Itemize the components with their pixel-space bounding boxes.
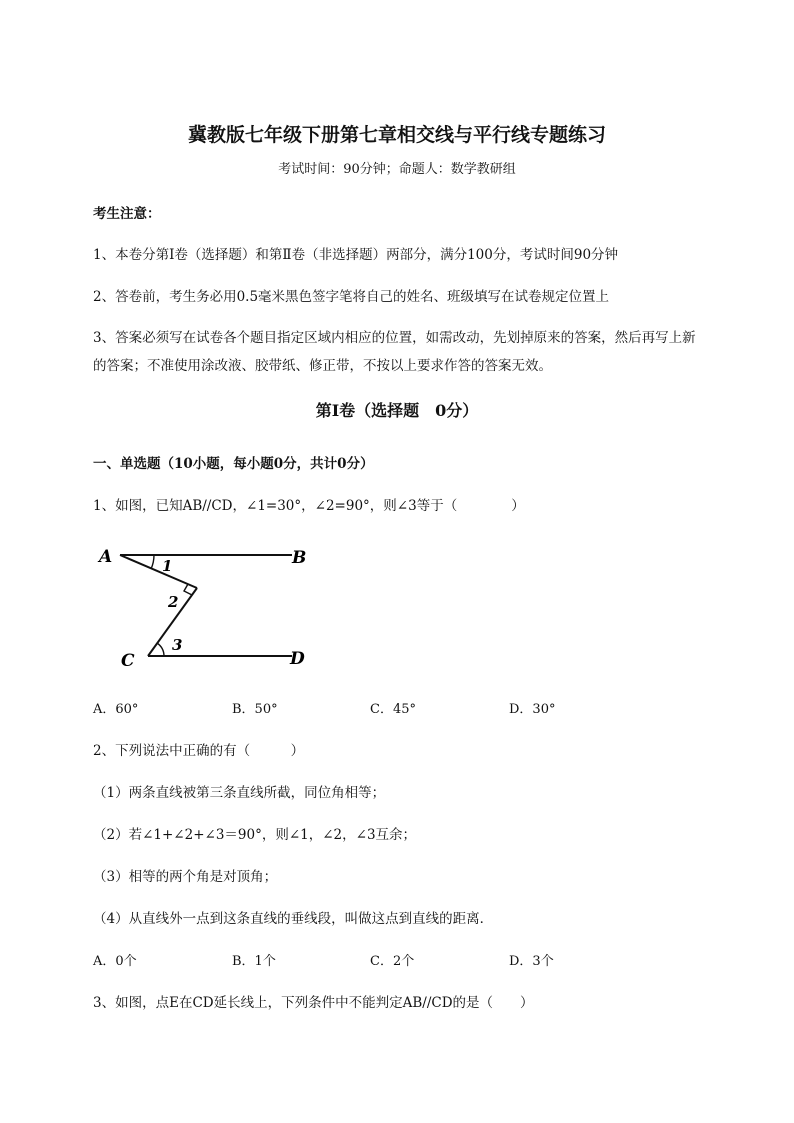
line-ae (120, 555, 197, 588)
angle-1-arc (151, 555, 154, 569)
label-angle-1: 1 (162, 557, 173, 575)
question-2-option-d[interactable]: D．3个 (509, 954, 554, 969)
question-1-figure (96, 538, 326, 673)
question-2-statement-1: （1）两条直线被第三条直线所截，同位角相等； (93, 785, 386, 801)
question-2-stem: 2、下列说法中正确的有（ ） (93, 743, 305, 759)
question-2-option-b[interactable]: B．1个 (232, 954, 276, 969)
question-2-option-c[interactable]: C．2个 (370, 954, 415, 969)
label-angle-2: 2 (168, 593, 179, 611)
notice-item-1: 1、本卷分第I卷（选择题）和第Ⅱ卷（非选择题）两部分，满分100分，考试时间90分钟 (93, 247, 619, 263)
label-d: D (290, 649, 305, 669)
question-2-option-a[interactable]: A．0个 (93, 954, 137, 969)
label-b: B (292, 548, 307, 568)
exam-info: 考试时间：90分钟；命题人：数学教研组 (278, 162, 516, 177)
question-2-statement-3: （3）相等的两个角是对顶角； (93, 869, 278, 885)
notice-item-3-cont: 的答案；不准使用涂改液、胶带纸、修正带，不按以上要求作答的答案无效。 (93, 358, 552, 374)
section-title: 第I卷（选择题 0分） (315, 401, 479, 420)
label-angle-3: 3 (172, 636, 183, 654)
question-2-statement-2: （2）若∠1+∠2+∠3＝90°，则∠1，∠2，∠3互余； (93, 827, 417, 843)
question-1-option-d[interactable]: D．30° (509, 702, 556, 717)
question-1-option-c[interactable]: C．45° (370, 702, 416, 717)
question-1-stem: 1、如图，已知AB//CD，∠1=30°，∠2=90°，则∠3等于（ ） (93, 498, 525, 514)
question-1-option-a[interactable]: A．60° (93, 702, 139, 717)
question-2-statement-4: （4）从直线外一点到这条直线的垂线段，叫做这点到直线的距离． (93, 911, 494, 927)
angle-3-arc (157, 643, 164, 656)
label-c: C (121, 651, 135, 671)
question-1-option-b[interactable]: B．50° (232, 702, 278, 717)
page-title: 冀教版七年级下册第七章相交线与平行线专题练习 (187, 124, 606, 146)
label-a: A (99, 547, 113, 567)
question-3-stem: 3、如图，点E在CD延长线上，下列条件中不能判定AB//CD的是（ ） (93, 995, 534, 1011)
notice-item-3: 3、答案必须写在试卷各个题目指定区域内相应的位置，如需改动，先划掉原来的答案，然后再写上新 (93, 330, 696, 346)
notice-item-2: 2、答卷前，考生务必用0.5毫米黑色签字笔将自己的姓名、班级填写在试卷规定位置上 (93, 289, 610, 305)
part-heading: 一、单选题（10小题，每小题0分，共计0分） (93, 456, 374, 472)
notice-heading: 考生注意： (93, 206, 161, 222)
